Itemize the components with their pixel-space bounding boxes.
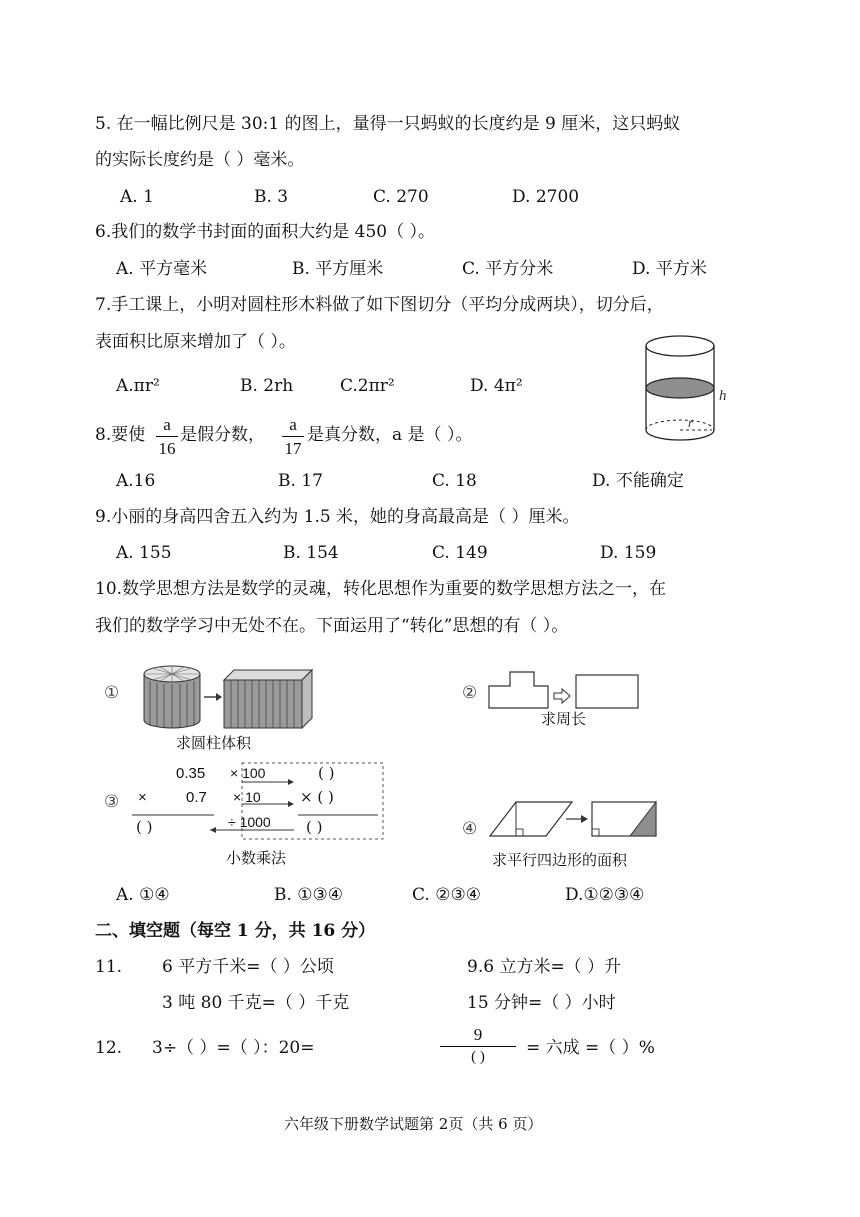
q12-number: 12. xyxy=(95,1038,123,1058)
frac1-denominator: 16 xyxy=(158,439,176,458)
fig3-caption: 小数乘法 xyxy=(226,849,287,867)
frac2-denominator: 17 xyxy=(284,439,302,458)
page-footer: 六年级下册数学试题第 2页（共 6 页） xyxy=(284,1115,543,1133)
q9-stem: 9.小丽的身高四舍五入约为 1.5 米，她的身高最高是（ ）厘米。 xyxy=(95,507,580,527)
height-label: h xyxy=(719,388,727,404)
fig3-result-blank-3: ( ) xyxy=(306,818,323,836)
q9-option-c: C. 149 xyxy=(432,543,488,563)
frac1-numerator: a xyxy=(163,415,171,434)
parallelogram-transform-figure xyxy=(486,798,666,842)
fig3-number: ③ xyxy=(104,792,120,812)
q7-line1: 7.手工课上，小明对圆柱形木料做了如下图切分（平均分成两块），切分后， xyxy=(95,295,664,315)
q8-suffix: 是真分数，a 是（ ）。 xyxy=(307,425,473,445)
q7-option-b: B. 2rh xyxy=(240,376,294,396)
q9-option-a: A. 155 xyxy=(116,543,172,563)
section-2-title: 二、填空题（每空 1 分，共 16 分） xyxy=(95,921,376,941)
q6-option-b: B. 平方厘米 xyxy=(292,259,384,279)
q7-option-d: D. 4π² xyxy=(470,376,523,396)
fig3-times-sign: × xyxy=(138,789,147,806)
fig3-factor-a: 0.35 xyxy=(176,765,206,782)
fig4-caption: 求平行四边形的面积 xyxy=(492,851,628,869)
frac2-numerator: a xyxy=(289,415,297,434)
radius-label: r xyxy=(688,415,694,430)
perimeter-transform-figure xyxy=(486,668,646,712)
q5-line2: 的实际长度约是（ ）毫米。 xyxy=(95,150,305,170)
q9-option-d: D. 159 xyxy=(600,543,657,563)
q5-option-b: B. 3 xyxy=(254,187,289,207)
q6-stem: 6.我们的数学书封面的面积大约是 450（ ）。 xyxy=(95,222,435,242)
q11-blank-b: 9.6 立方米=（ ）升 xyxy=(467,957,622,977)
q5-option-c: C. 270 xyxy=(373,187,429,207)
fig3-factor-b: 0.7 xyxy=(186,789,207,806)
q10-option-c: C. ②③④ xyxy=(412,885,481,905)
fig3-op-times-100: × 100 xyxy=(230,765,266,781)
q12-fraction xyxy=(440,1026,516,1065)
q8-mid: 是假分数， xyxy=(180,425,265,445)
q7-option-a: A.πr² xyxy=(116,376,160,396)
cylinder-to-cuboid-figure xyxy=(138,662,318,732)
q6-option-c: C. 平方分米 xyxy=(462,259,554,279)
q8-option-a: A.16 xyxy=(116,471,156,491)
fig2-caption: 求周长 xyxy=(541,710,587,728)
fig3-product-blank: ( ) xyxy=(136,818,153,836)
q8-fraction-a-16 xyxy=(156,416,178,457)
fig4-number: ④ xyxy=(462,819,478,839)
cylinder-cut-figure xyxy=(636,330,740,446)
q12-left-part: 3÷（ ）=（ ）：20= xyxy=(152,1038,315,1058)
q10-option-a: A. ①④ xyxy=(116,885,170,905)
fig1-number: ① xyxy=(104,683,120,703)
q8-option-c: C. 18 xyxy=(432,471,477,491)
q12-fraction-denominator: ( ) xyxy=(471,1049,485,1065)
q7-option-c: C.2πr² xyxy=(340,376,395,396)
q8-option-d: D. 不能确定 xyxy=(592,471,684,491)
fig2-number: ② xyxy=(462,683,478,703)
q8-prefix: 8.要使 xyxy=(95,425,146,445)
q10-option-b: B. ①③④ xyxy=(274,885,344,905)
q10-line2: 我们的数学学习中无处不在。下面运用了“转化”思想的有（ ）。 xyxy=(95,616,569,636)
q11-number: 11. xyxy=(95,957,123,977)
fig3-op-times-10: × 10 xyxy=(233,789,261,805)
q11-blank-d: 15 分钟=（ ）小时 xyxy=(467,993,616,1013)
q12-fraction-numerator: 9 xyxy=(473,1025,483,1044)
q6-option-d: D. 平方米 xyxy=(632,259,707,279)
fig3-result-blank-1: ( ) xyxy=(318,764,335,782)
q10-option-d: D.①②③④ xyxy=(565,885,645,905)
q5-option-a: A. 1 xyxy=(120,187,154,207)
q5-line1: 5. 在一幅比例尺是 30:1 的图上，量得一只蚂蚁的长度约是 9 厘米，这只蚂蚁 xyxy=(95,114,681,134)
q8-fraction-a-17 xyxy=(282,416,304,457)
q12-right-part: = 六成 =（ ）% xyxy=(526,1038,655,1058)
cut-surface xyxy=(646,378,714,398)
fig3-result-blank-2: × ( ) xyxy=(300,788,334,806)
q7-line2: 表面积比原来增加了（ ）。 xyxy=(95,332,296,352)
q10-line1: 10.数学思想方法是数学的灵魂，转化思想作为重要的数学思想方法之一，在 xyxy=(95,579,667,599)
q11-blank-a: 6 平方千米=（ ）公顷 xyxy=(162,957,334,977)
q6-option-a: A. 平方毫米 xyxy=(116,259,208,279)
q11-blank-c: 3 吨 80 千克=（ ）千克 xyxy=(162,993,350,1013)
q8-option-b: B. 17 xyxy=(278,471,323,491)
fig3-op-divide-1000: ÷ 1000 xyxy=(228,814,271,830)
q5-option-d: D. 2700 xyxy=(512,187,580,207)
fig1-caption: 求圆柱体积 xyxy=(176,734,252,752)
q9-option-b: B. 154 xyxy=(283,543,339,563)
